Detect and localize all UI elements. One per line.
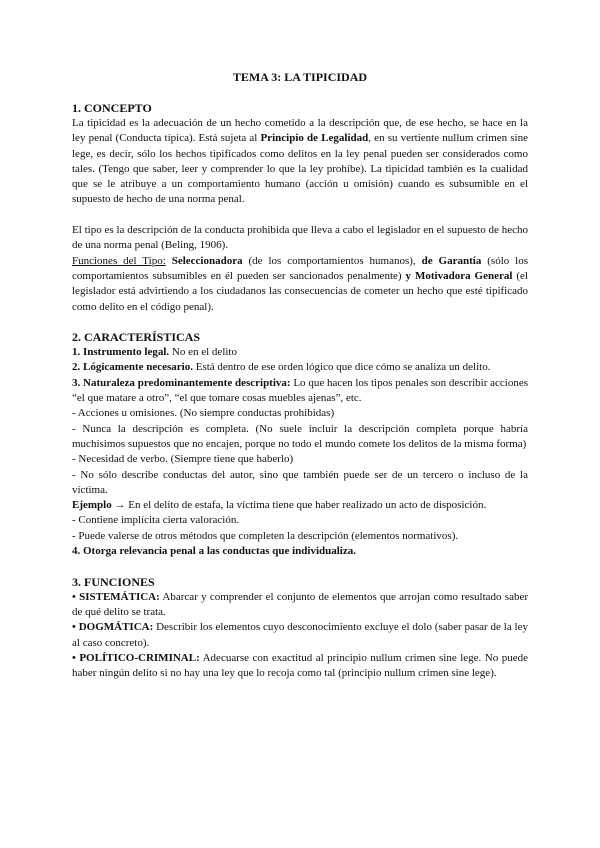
text-run: Abarcar y comprender el conjunto de elementos que arrojan como resultado saber de qué delito se trata. [72,590,529,618]
funciones-label: Funciones del Tipo: [72,254,166,267]
list-item [72,544,528,559]
list-item [72,620,528,651]
paragraph-tipo: El tipo es la descripción de la conducta prohibida que lleva a cabo el legislador en el supuesto de hecho de una norma penal (Beling, 1906). [72,224,528,252]
list-item: - Necesidad de verbo. (Siempre tiene que haberlo) [72,453,294,466]
bold-motivadora: y Motivadora General [405,269,513,282]
text-run: Describir los elementos cuyo desconocimiento excluye el dolo (saber pasar de la ley al caso concreto). [72,621,528,649]
paragraph-concepto [72,116,528,208]
text-run: Está dentro de ese orden lógico que dice cómo se analiza un delito. [192,361,491,374]
item-label: 2. Lógicamente necesario. [72,361,193,374]
list-item [72,345,528,360]
text-run: (el legislador está advirtiendo a los ciudadanos las consecuencias de cometer un hecho que esté tipificado como delito en el código penal). [72,269,528,313]
text-run: Adecuarse con exactitud al principio nullum crimen sine lege. No puede haber ningún delito si no hay una ley que lo recoja como tal (principio nullum crimen sine lege). [72,651,528,680]
item-label: • DOGMÁTICA: [72,621,154,634]
list-item: - Nunca la descripción es completa. (No suele incluir la descripción completa porque habría muchísimos supuestos que no encajen, porque no todo el mundo comete los delitos de la misma forma) [72,422,528,450]
section-heading-concepto: 1. CONCEPTO [72,101,152,115]
text-run: No en el delito [169,346,237,359]
section-heading-caracteristicas: 2. CARACTERÍSTICAS [72,330,201,345]
text-run: Lo que hacen los tipos penales son describir acciones “el que matare a otro”, “el que tomare cosas muebles ajenas”, etc. [72,376,529,405]
text-run: → En el delito de estafa, la víctima tiene que haber realizado un acto de disposición. [111,499,487,512]
list-item: - Acciones u omisiones. (No siempre conductas prohibidas) [72,407,335,420]
bold-seleccionadora: Seleccionadora [171,254,243,267]
paragraph-funciones-tipo [72,254,528,315]
example-paragraph [72,498,528,513]
item-label: • SISTEMÁTICA: [72,590,160,603]
list-item [72,376,528,407]
item-label: 4. Otorga relevancia penal a las conductas que individualiza. [72,545,356,558]
list-item [72,590,528,621]
list-item: - Contiene implícita cierta valoración. [72,514,240,527]
item-label: 3. Naturaleza predominantemente descriptiva: [72,376,291,389]
section-heading-funciones: 3. FUNCIONES [72,574,155,589]
item-label: • POLÍTICO-CRIMINAL: [72,651,200,664]
document-body [72,101,528,681]
list-item: - No sólo describe conductas del autor, sino que también puede ser de un tercero o incluso de la víctima. [72,468,528,496]
example-label: Ejemplo [72,499,112,512]
list-item [72,360,528,375]
text-run: (sólo los comportamientos subsumibles en él pueden ser sancionados penalmente) [72,254,529,282]
text-run: , en su vertiente nullum crimen sine lege, es decir, sólo los hechos tipificados como delitos en la ley penal pueden ser considerados como tales. (Tengo que saber, leer y comprender lo que la ley prohíbe). La tipicidad también es la cualidad que se le atribuye a un comportamiento humano (acción u omisión) cuando es subsumible en el supuesto de hecho de una norma penal. [72,132,528,206]
document-title: TEMA 3: LA TIPICIDAD [232,70,368,84]
list-item: - Puede valerse de otros métodos que completen la descripción (elementos normativos). [72,529,459,542]
item-label: 1. Instrumento legal. [72,346,170,359]
text-run: La tipicidad es la adecuación de un hecho cometido a la descripción que, de ese hecho, se hace en la ley penal (Conducta típica). Está sujeta al [72,117,528,145]
text-run: (de los comportamientos humanos), [242,254,422,267]
bold-principio-legalidad: Principio de Legalidad [260,132,369,145]
bold-garantia: de Garantía [421,254,482,267]
list-item [72,651,528,682]
